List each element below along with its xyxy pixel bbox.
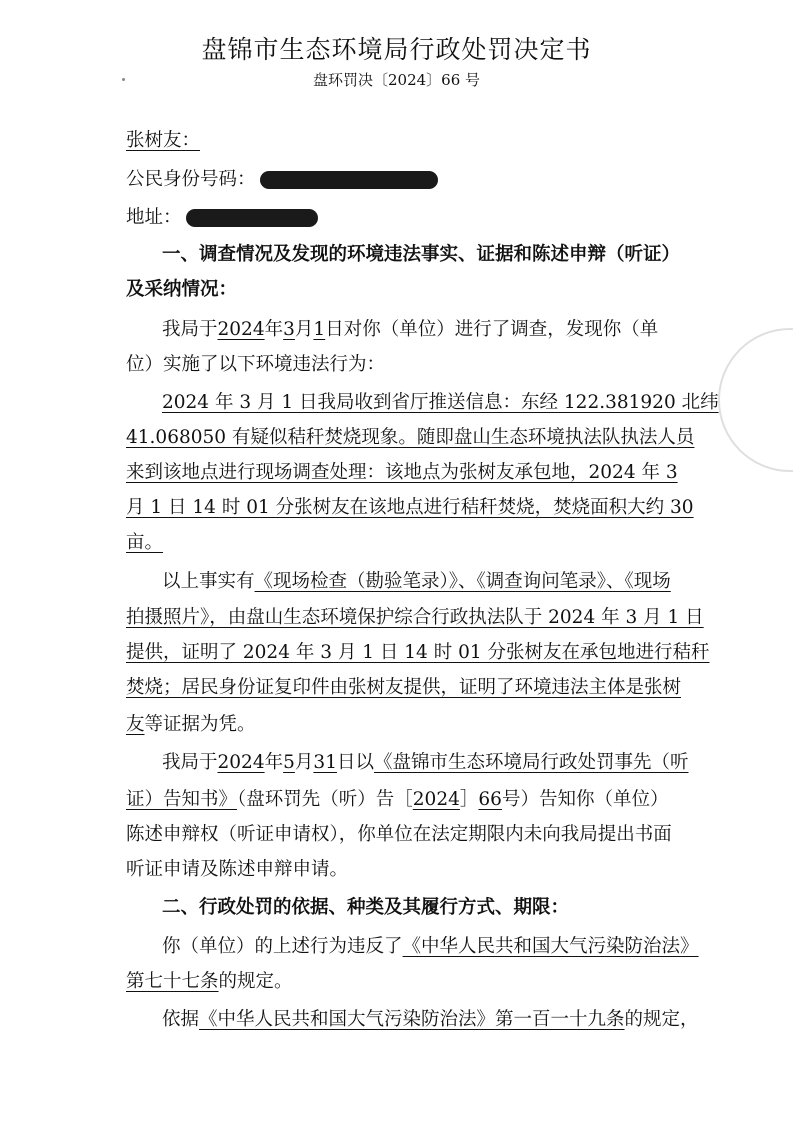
- notice-line-1: [162, 748, 689, 774]
- redacted-address: [186, 209, 318, 227]
- text: 日以: [336, 752, 374, 773]
- violated-article: 第七十七条: [126, 971, 219, 992]
- facts-line-3: 来到该地点进行现场调查处理：该地点为张树友承包地，2024 年 3: [126, 462, 678, 483]
- notice-doc-title: 《盘锦市生态环境局行政处罚事先（听: [373, 752, 689, 773]
- faint-seal-stamp: [718, 328, 793, 472]
- text: 月: [294, 319, 314, 340]
- document-title: 盘锦市生态环境局行政处罚决定书: [201, 35, 592, 64]
- text: 你（单位）的上述行为违反了: [162, 936, 403, 957]
- violation-line-1: [162, 932, 699, 958]
- notice-doc-title-cont: 证）告知书》: [126, 789, 238, 810]
- text: 依据: [162, 1009, 200, 1030]
- notice-month: 5: [283, 752, 295, 773]
- notice-line-4: 听证申请及陈述申辩申请。: [126, 859, 349, 880]
- facts-line-1: 2024 年 3 月 1 日我局收到省厅推送信息：东经 122.381920 北纬: [162, 392, 719, 413]
- section2-heading: 二、行政处罚的依据、种类及其履行方式、期限：: [162, 897, 570, 918]
- investigation-paragraph: [162, 315, 658, 341]
- notice-doc-no: 66: [478, 789, 502, 810]
- basis-law: 《中华人民共和国大气污染防治法》: [199, 1009, 496, 1030]
- evidence-line-2: 拍摄照片》，由盘山生态环境保护综合行政执法队于 2024 年 3 月 1 日: [126, 607, 704, 628]
- facts-line-2: 41.068050 有疑似秸秆焚烧现象。随即盘山生态环境执法队执法人员: [126, 427, 695, 448]
- violated-law: 《中华人民共和国大气污染防治法》: [402, 936, 699, 957]
- text: 以上事实有: [162, 571, 255, 592]
- evidence-line-5: [126, 710, 256, 736]
- facts-line-4: 月 1 日 14 时 01 分张树友在该地点进行秸秆焚烧，焚烧面积大约 30: [126, 497, 694, 518]
- investigation-day: 1: [313, 319, 326, 340]
- redacted-id-number: [260, 171, 438, 189]
- text: 年: [264, 752, 284, 773]
- evidence-line-4: 焚烧；居民身份证复印件由张树友提供，证明了环境违法主体是张树: [126, 677, 682, 698]
- address-line: [126, 203, 318, 229]
- investigation-paragraph-cont: 位）实施了以下环境违法行为：: [126, 354, 386, 375]
- evidence-line-3: 提供，证明了 2024 年 3 月 1 日 14 时 01 分张树友在承包地进行秸秆: [126, 642, 710, 663]
- text: 日对你（单位）进行了调查，发现你（单: [325, 319, 659, 340]
- text: 等证据为凭。: [144, 714, 256, 735]
- violation-line-2: [126, 967, 293, 993]
- address-label: 地址：: [126, 207, 182, 228]
- party-name: 张树友：: [126, 130, 201, 151]
- text: 我局于: [162, 319, 218, 340]
- text: 号）告知你（单位）: [501, 789, 669, 810]
- text: 我局于: [162, 752, 218, 773]
- text: 的规定。: [218, 971, 293, 992]
- evidence-subject: 友: [126, 714, 145, 735]
- notice-line-3: 陈述申辩权（听证申请权），你单位在法定期限内未向我局提出书面: [126, 824, 672, 845]
- notice-day: 31: [313, 752, 337, 773]
- investigation-month: 3: [283, 319, 295, 340]
- section1-heading-cont: 及采纳情况：: [126, 279, 238, 300]
- notice-doc-year: 2024: [412, 789, 460, 810]
- id-number-line: [126, 165, 438, 191]
- evidence-list: 《现场检查（勘验笔录）》、《调查询问笔录》、《现场: [254, 571, 671, 592]
- text: ］: [459, 789, 479, 810]
- evidence-line-1: [162, 567, 671, 593]
- notice-year: 2024: [217, 752, 265, 773]
- text: 月: [294, 752, 314, 773]
- facts-line-5: 亩。: [126, 532, 164, 553]
- basis-article: 第一百一十九条: [495, 1009, 625, 1030]
- text: （盘环罚先（听）告［: [237, 789, 413, 810]
- notice-line-2: [126, 785, 668, 811]
- text: 的规定，: [624, 1009, 699, 1030]
- party-name-line: [126, 126, 200, 152]
- section1-heading: 一、调查情况及发现的环境违法事实、证据和陈述申辩（听证）: [162, 244, 681, 265]
- investigation-year: 2024: [217, 319, 265, 340]
- id-number-label: 公民身份号码：: [126, 169, 256, 190]
- basis-line: [162, 1005, 699, 1031]
- document-number: 盘环罚决〔2024〕66 号: [312, 71, 481, 89]
- text: 年: [264, 319, 284, 340]
